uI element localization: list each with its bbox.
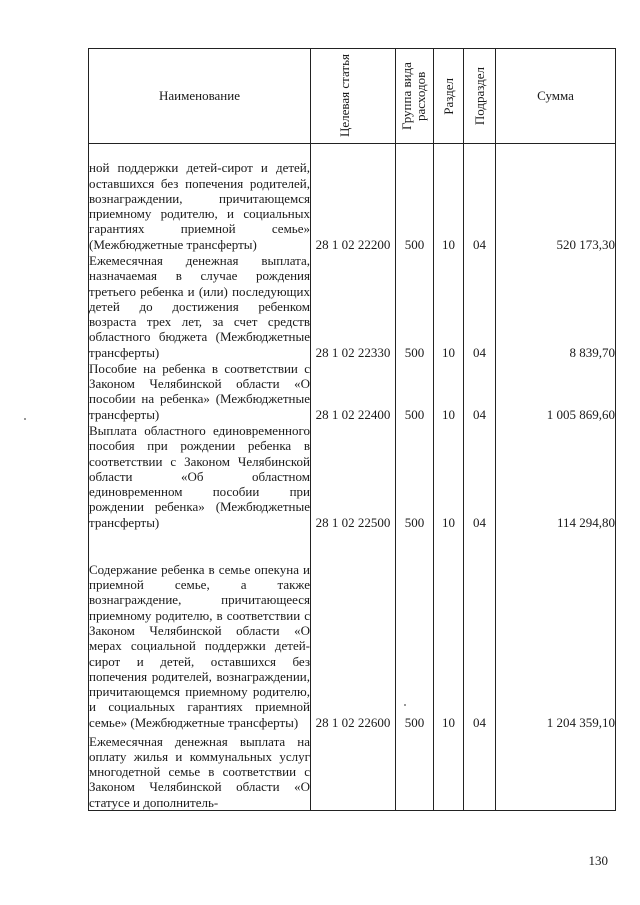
row-code bbox=[311, 730, 396, 811]
row-group bbox=[396, 730, 434, 811]
row-subsection bbox=[464, 730, 496, 811]
row-group: 500 bbox=[396, 252, 434, 360]
row-section: 10 bbox=[434, 144, 464, 253]
row-code: 28 1 02 22500 bbox=[311, 422, 396, 530]
row-sum: 520 173,30 bbox=[496, 144, 616, 253]
row-section bbox=[434, 730, 464, 811]
row-subsection: 04 bbox=[464, 530, 496, 730]
row-section: 10 bbox=[434, 252, 464, 360]
header-name: Наименование bbox=[89, 49, 311, 144]
table-header-row bbox=[89, 49, 616, 144]
row-sum bbox=[496, 730, 616, 811]
row-section: 10 bbox=[434, 422, 464, 530]
row-sum: 1 204 359,10 bbox=[496, 530, 616, 730]
row-section: 10 bbox=[434, 360, 464, 422]
row-group: 500 bbox=[396, 360, 434, 422]
header-target-article: Целевая статья bbox=[311, 49, 396, 144]
row-subsection: 04 bbox=[464, 252, 496, 360]
header-expense-group: Группа вида расходов bbox=[396, 49, 434, 144]
row-sum: 114 294,80 bbox=[496, 422, 616, 530]
table-row bbox=[89, 730, 616, 811]
header-sum: Сумма bbox=[496, 49, 616, 144]
row-group: 500 bbox=[396, 144, 434, 253]
row-code: 28 1 02 22200 bbox=[311, 144, 396, 253]
scan-speck bbox=[404, 704, 406, 706]
table-row bbox=[89, 252, 616, 360]
row-subsection: 04 bbox=[464, 422, 496, 530]
row-name: ной поддержки детей-сирот и детей, оставшихся без попечения родителей, вознаграждении, причитающемся приемному родителю, и социальных гарантиях приемной семье» (Межбюджетные трансферты) bbox=[89, 144, 311, 253]
table-row bbox=[89, 360, 616, 422]
header-section: Раздел bbox=[434, 49, 464, 144]
budget-table bbox=[88, 48, 616, 811]
table-row bbox=[89, 144, 616, 253]
table-row bbox=[89, 422, 616, 530]
row-code: 28 1 02 22400 bbox=[311, 360, 396, 422]
row-code: 28 1 02 22600 bbox=[311, 530, 396, 730]
row-name: Содержание ребенка в семье опекуна и приемной семье, а также вознаграждение, причитающееся приемному родителю, в соответствии с Законом Челябинской области «О мерах социальной поддержки детей-сирот и детей, оставшихся без попечения родителей, вознаграждении, причитающемся приемному родителю, и социальных гарантиях приемной семье» (Межбюджетные трансферты) bbox=[89, 530, 311, 730]
row-name: Выплата областного единовременного пособия при рождении ребенка в соответствии с Законом Челябинской области «Об областном единовременном пособии при рождении ребенка» (Межбюджетные трансферты) bbox=[89, 422, 310, 530]
row-group: 500 bbox=[396, 422, 434, 530]
row-name: Ежемесячная денежная выплата на оплату жилья и коммунальных услуг многодетной семье в соответствии с Законом Челябинской области «О статусе и дополнитель- bbox=[89, 730, 311, 811]
scan-speck bbox=[24, 418, 26, 420]
row-group: 500 bbox=[396, 530, 434, 730]
row-sum: 1 005 869,60 bbox=[496, 360, 616, 422]
header-subsection: Подраздел bbox=[464, 49, 496, 144]
page-number: 130 bbox=[588, 853, 608, 868]
table-row bbox=[89, 530, 616, 730]
row-subsection: 04 bbox=[464, 360, 496, 422]
row-sum: 8 839,70 bbox=[496, 252, 616, 360]
row-section: 10 bbox=[434, 530, 464, 730]
row-code: 28 1 02 22330 bbox=[311, 252, 396, 360]
row-subsection: 04 bbox=[464, 144, 496, 253]
row-name: Ежемесячная денежная выплата, назначаемая в случае рождения третьего ребенка и (или) последующих детей до достижения ребенком возраста трех лет, за счет средств областного бюджета (Межбюджетные трансферты) bbox=[89, 252, 310, 360]
row-name: Пособие на ребенка в соответствии с Законом Челябинской области «О пособии на ребенка» (Межбюджетные трансферты) bbox=[89, 360, 310, 422]
